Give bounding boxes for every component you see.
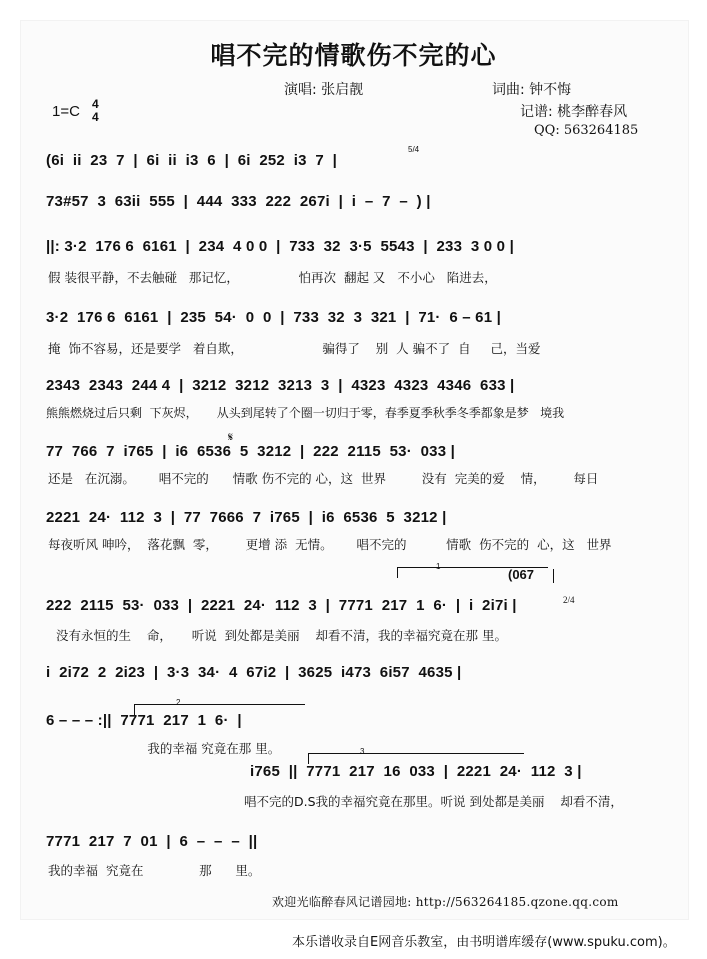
lyric-line: 我的幸福 究竟在 那 里。: [48, 863, 261, 878]
volta-number-2: 2: [176, 698, 181, 707]
notation-line: 3·2 176 6 6161 | 235 54· 0 0 | 733 32 3 321 | 71· 6 – 61 |: [46, 309, 502, 326]
qq-label: QQ:: [534, 123, 560, 138]
transcriber-label: 记谱:: [520, 104, 553, 120]
lyric-line: 每夜听风 呻吟， 落花飘 零， 更增 添 无情。 唱不完的 情歌 伤不完的 心，这 世界: [48, 537, 612, 552]
score-row-6: [46, 443, 664, 467]
score-row-5: [46, 377, 664, 401]
notation-line: 222 2115 53· 033 | 2221 24· 112 3 | 7771 217 1 6· | i 2i7i |: [46, 597, 517, 614]
composer-label: 词曲:: [492, 82, 525, 98]
singer-line: [284, 79, 363, 99]
score-row-11: [250, 763, 660, 787]
source-credit: 本乐谱收录自E网音乐教室，由书明谱库缓存(www.spuku.com)。: [292, 935, 676, 950]
score-row-10: [46, 712, 664, 736]
notation-line: 73#57 3 63ii 555 | 444 333 222 267i | i – 7 – ) |: [46, 193, 431, 210]
time-change: 2/4: [563, 595, 575, 605]
notation-line: 77 766 7 i765 | i6 6536 5 3212 | 222 2115 53· 033 |: [46, 443, 456, 460]
singer-name: 张启靓: [321, 82, 364, 98]
key-signature: 1=C: [52, 103, 80, 120]
composer-line: [492, 79, 571, 99]
tempo-fraction: 5/4: [408, 145, 420, 154]
footer-url: 欢迎光临醉春风记谱园地: http://563264185.qzone.qq.com: [272, 895, 619, 909]
score-row-2: [46, 193, 664, 217]
composer-name: 钟不悔: [529, 82, 572, 98]
lyric-line: 熊熊燃烧过后只剩 下灰烬， 从头到尾转了个圈一切归于零，春季夏季秋季冬季都象是梦 境我: [46, 406, 565, 420]
score-row-12: [46, 833, 664, 857]
score-row-7: [46, 509, 664, 533]
lyric-line: 还是 在沉溺。 唱不完的 情歌 伤不完的 心，这 世界 没有 完美的爱 情， 每日: [48, 471, 599, 486]
notation-line: i765 || 7771 217 16 033 | 2221 24· 112 3 |: [250, 763, 582, 780]
bracket-note: (067: [508, 567, 535, 582]
notation-line: 7771 217 7 01 | 6 – – – ||: [46, 833, 258, 850]
qq-number: 563264185: [563, 123, 639, 138]
notation-line: ||: 3·2 176 6 6161 | 234 4 0 0 | 733 32 3·5 5543 | 233 3 0 0 |: [46, 238, 514, 255]
time-signature-top: 4: [92, 97, 99, 111]
notation-line: 2221 24· 112 3 | 77 7666 7 i765 | i6 6536 5 3212 |: [46, 509, 447, 526]
notation-line: 6 – – – :|| 7771 217 1 6· |: [46, 712, 242, 729]
lyric-line: 假 装很平静，不去触碰 那记忆， 怕再次 翻起 又 不小心 陷进去，: [48, 270, 497, 285]
lyric-line: 唱不完的D.S我的幸福究竟在那里。听说 到处都是美丽 却看不清，: [244, 794, 623, 809]
score-row-9: [46, 664, 664, 688]
song-title: 唱不完的情歌伤不完的心: [210, 41, 497, 70]
singer-label: 演唱:: [284, 82, 317, 98]
score-row-4: [46, 309, 664, 333]
transcriber-line: [520, 101, 627, 121]
qq-line: [534, 123, 638, 138]
notation-line: i 2i72 2 2i23 | 3·3 34· 4 67i2 | 3625 i473 6i57 4635 |: [46, 664, 462, 681]
lyric-line: 没有永恒的生 命， 听说 到处都是美丽 却看不清，我的幸福究竟在那 里。: [48, 628, 508, 643]
lyric-line: 掩 饰不容易，还是要学 着自欺， 骗得了 别 人 骗不了 自 己，当爱: [48, 341, 541, 356]
time-signature-bottom: 4: [92, 110, 99, 124]
score-row-1: [46, 152, 664, 176]
volta-number-3: 3: [360, 747, 365, 756]
lyric-line: 我的幸福 究竟在那 里。: [48, 741, 281, 756]
transcriber-name: 桃李醉春风: [557, 104, 628, 120]
time-signature: [92, 98, 99, 124]
barline: [553, 569, 554, 583]
notation-line: 2343 2343 244 4 | 3212 3212 3213 3 | 4323 4323 4346 633 |: [46, 377, 515, 394]
volta-number-1: 1: [436, 562, 441, 571]
score-row-3: [46, 238, 664, 262]
notation-line: (6i ii 23 7 | 6i ii i3 6 | 6i 252 i3 7 |: [46, 152, 338, 169]
segno-sign: 𝄋: [228, 430, 234, 444]
